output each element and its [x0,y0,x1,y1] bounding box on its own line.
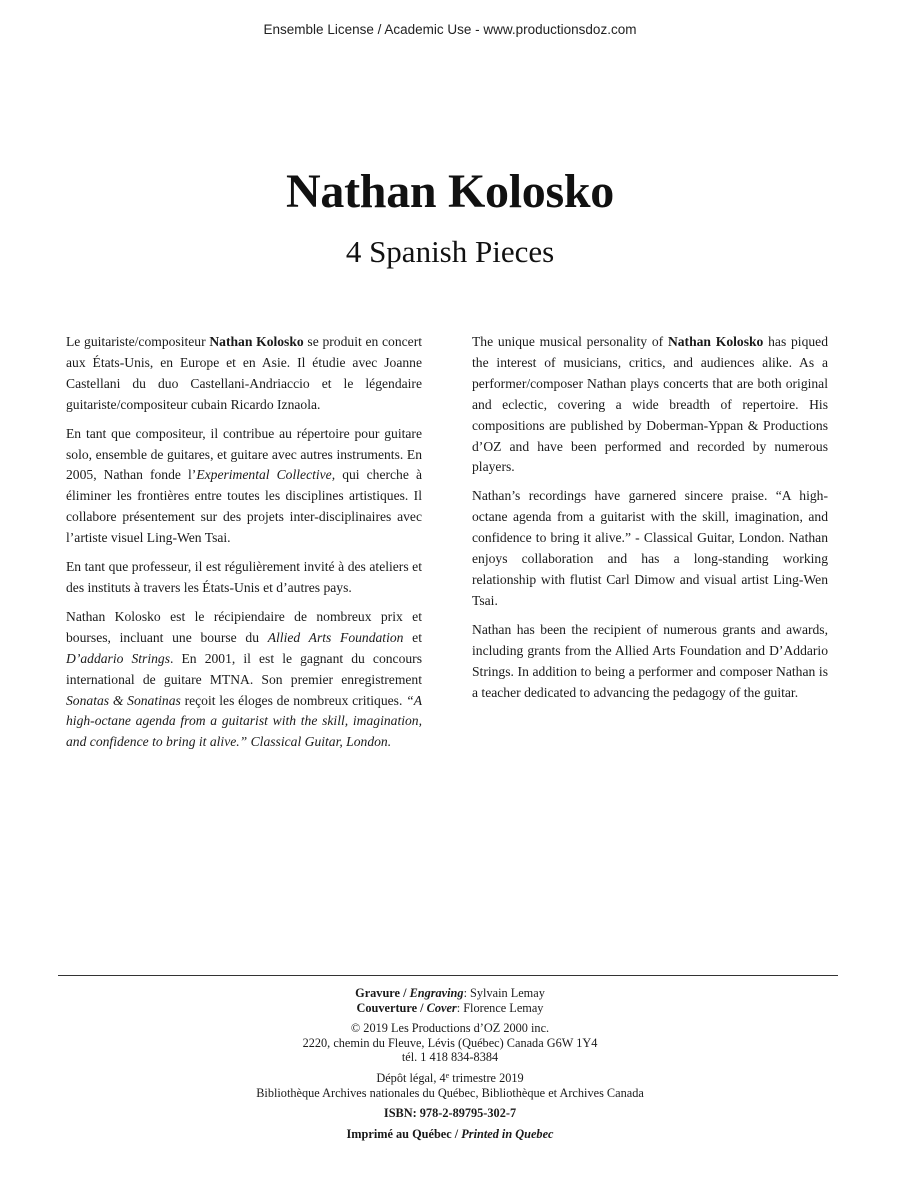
credits-block [0,986,900,1141]
libraries-line: Bibliothèque Archives nationales du Québec, Bibliothèque et Archives Canada [256,1085,644,1100]
license-header: Ensemble License / Academic Use - www.productionsdoz.com [263,22,637,37]
cover-credit: Couverture / Cover: Florence Lemay [356,1000,544,1015]
biography-french [66,332,422,761]
bio-en-paragraph-2: Nathan’s recordings have garnered sincere praise. “A high-octane agenda from a guitarist with the skill, imagination, and confidence to bring it alive.” - Classical Guitar, London. Nathan enjoys collaboration and has a long-standing working relationship with flutist Carl Dimow and visual artist Ling-Wen Tsai. [472,488,828,608]
isbn-block [0,1106,900,1121]
bio-en-paragraph-3: Nathan has been the recipient of numerous grants and awards, including grants from the Allied Arts Foundation and D’Addario Strings. In addition to being a performer and composer Nathan is a teacher dedicated to advancing the pedagogy of the guitar. [472,621,828,700]
composer-name: Nathan Kolosko [209,334,304,349]
bio-fr-paragraph-1: Le guitariste/compositeur Nathan Kolosko se produit en concert aux États-Unis, en Europe et en Asie. Il étudie avec Joanne Castellani du duo Castellani-Andriaccio et le légendaire guitariste/compositeur cubain Ricardo Iznaola. [66,334,423,412]
publisher-address: 2220, chemin du Fleuve, Lévis (Québec) Canada G6W 1Y4 [302,1035,598,1050]
bio-en-paragraph-1: The unique musical personality of Nathan Kolosko has piqued the interest of musicians, critics, and audiences alike. As a performer/composer Nathan plays concerts that are both original and eclectic, covering a wide breadth of repertoire. His compositions are published by Doberman-Yppan & Productions d’OZ and have been performed and recorded by numerous players. [472,334,828,475]
copyright-line: © 2019 Les Productions d’OZ 2000 inc. [350,1021,550,1036]
credits-divider [58,975,838,976]
production-credits [0,986,900,1015]
biography-english [472,332,828,711]
engraving-credit: Gravure / Engraving: Sylvain Lemay [355,986,545,1000]
publisher-phone: tél. 1 418 834-8384 [401,1050,499,1065]
bio-fr-paragraph-4: Nathan Kolosko est le récipiendaire de nombreux prix et bourses, incluant une bourse du Allied Arts Foundation et D’addario Strings. En 2001, il est le gagnant du concours international de guitare MTNA. Son premier enregistrement Sonatas & Sonatinas reçoit les éloges de nombreux critiques. “A high-octane agenda from a guitarist with the skill, imagination, and confidence to bring it alive.” Classical Guitar, London. [66,608,423,750]
legal-deposit-info [0,1071,900,1100]
legal-deposit-line: Dépôt légal, 4e trimestre 2019 [376,1070,524,1085]
page-title: Nathan Kolosko [286,165,614,218]
review-quote: “A high-octane agenda from a guitarist with the skill, imagination, and confidence to bring it alive.” Classical Guitar, London. [66,692,423,750]
composer-name: Nathan Kolosko [667,334,764,349]
printed-line: Imprimé au Québec / Printed in Quebec [346,1126,554,1141]
isbn-line: ISBN: 978-2-89795-302-7 [383,1106,517,1121]
printed-block [0,1127,900,1142]
publisher-info [0,1021,900,1065]
bio-fr-paragraph-2: En tant que compositeur, il contribue au répertoire pour guitare solo, ensemble de guitares, et guitare avec autres instruments. En 2005, Nathan fonde l’Experimental Collective, qui cherche à éliminer les frontières entre toutes les disciplines artistiques. Il collabore présentement sur des projets inter-disciplinaires avec l’artiste visuel Ling-Wen Tsai. [66,425,422,546]
page-subtitle: 4 Spanish Pieces [345,234,555,269]
bio-fr-paragraph-3: En tant que professeur, il est régulièrement invité à des ateliers et des instituts à travers les États-Unis et d’autres pays. [66,559,422,595]
